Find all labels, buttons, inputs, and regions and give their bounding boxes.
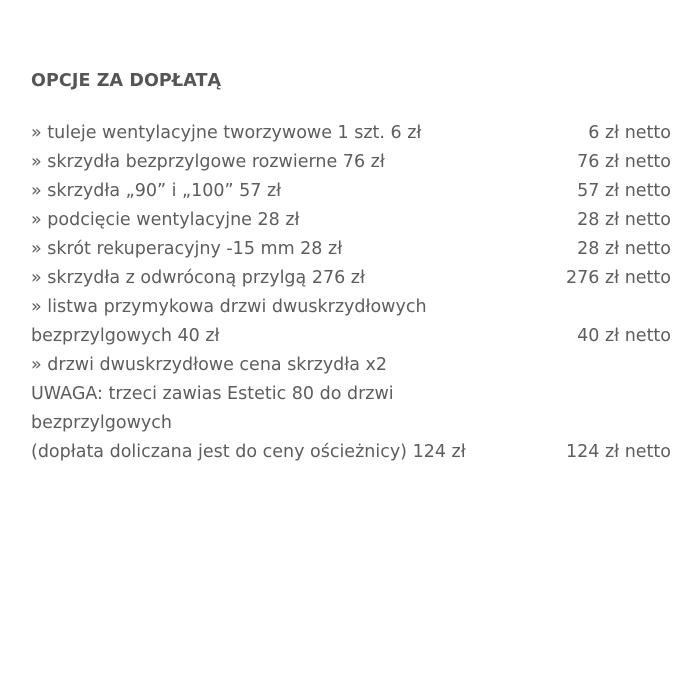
section-heading: OPCJE ZA DOPŁATĄ [31,71,222,91]
price-row [31,206,671,235]
option-price: 40 zł netto [577,326,671,346]
option-price: 28 zł netto [577,210,671,230]
price-row [31,148,671,177]
option-line: (dopłata doliczana jest do ceny ościeżnicy) 124 zł [31,442,466,462]
option-price: 276 zł netto [566,268,671,288]
option-description [31,380,466,467]
option-description [31,177,281,206]
option-line: bezprzylgowych [31,413,172,433]
price-row [31,264,671,293]
option-line: » drzwi dwuskrzydłowe cena skrzydła x2 [31,355,388,375]
price-row [31,293,671,351]
option-price: 76 zł netto [577,152,671,172]
price-row [31,380,671,467]
option-price: 124 zł netto [566,442,671,462]
option-description [31,264,365,293]
option-line: » skrzydła z odwróconą przylgą 276 zł [31,268,365,288]
price-row [31,351,671,380]
option-line: » skrót rekuperacyjny -15 mm 28 zł [31,239,343,259]
option-description [31,235,342,264]
option-description [31,119,421,148]
option-description [31,148,385,177]
option-line: » skrzydła „90” i „100” 57 zł [31,181,282,201]
price-row [31,177,671,206]
option-price: 28 zł netto [577,239,671,259]
options-section [31,68,671,467]
option-line: » listwa przymykowa drzwi dwuskrzydłowych [31,297,427,317]
option-line: » tuleje wentylacyjne tworzywowe 1 szt. 6 zł [31,123,422,143]
option-price: 57 zł netto [577,181,671,201]
price-row [31,235,671,264]
option-line: UWAGA: trzeci zawias Estetic 80 do drzwi [31,384,394,404]
price-row [31,119,671,148]
option-price: 6 zł netto [588,123,671,143]
option-line: » podcięcie wentylacyjne 28 zł [31,210,300,230]
option-description [31,351,387,380]
option-description [31,293,427,351]
option-line: bezprzylgowych 40 zł [31,326,220,346]
option-description [31,206,299,235]
option-line: » skrzydła bezprzylgowe rozwierne 76 zł [31,152,385,172]
